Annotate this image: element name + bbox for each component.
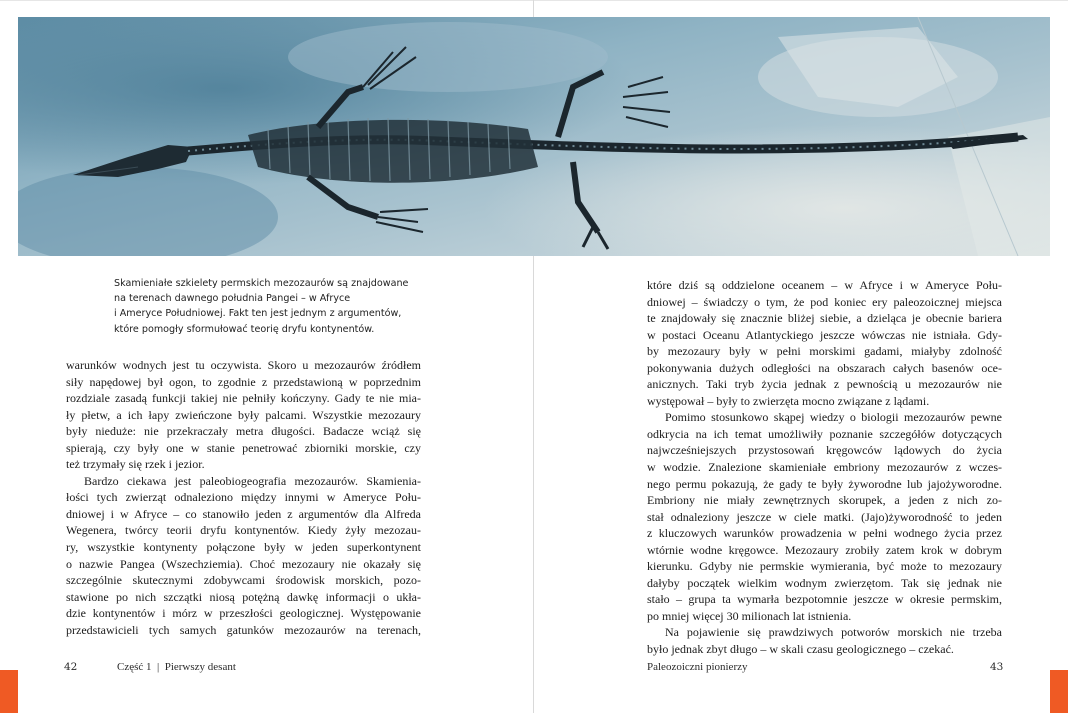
text-line: wtórnie wodne kręgowce. Mezozaury zrobiły zatem krok w dobrym	[647, 542, 1002, 557]
left-page-number: 42	[64, 661, 78, 673]
text-line: stał odnaleziony jeszcze w ciele matki. (Jajo)żyworodność to jeden	[647, 509, 1002, 524]
text-line: z kluczowych warunków prowadzenia w pełni wodnego życia przez	[647, 526, 1002, 541]
text-line: nego permu pokazują, że gady te były żyworodne lub jajożyworodne.	[647, 476, 1002, 491]
text-line: odkrycia na ich temat umożliwiły poznanie szczegółów dotyczących	[647, 426, 1002, 441]
text-line: w postaci Oceanu Atlantyckiego jeszcze wówczas nie istniała. Gdy-	[647, 327, 1002, 342]
right-page-body	[647, 277, 1002, 658]
chapter-tab-right	[1050, 670, 1068, 713]
text-line: dałyby początek wielkim wodnym zwierzętom. Tak się jednak nie	[647, 575, 1002, 590]
chapter-tab-left	[0, 670, 18, 713]
text-line: były nieduże: nie przekraczały metra długości. Badacze wciąż się	[66, 424, 421, 439]
caption-line: na terenach dawnego południa Pangei – w Afryce	[114, 293, 351, 305]
text-line: te znajdowały się znacznie bliżej siebie, a dzieląca je obecnie bariera	[647, 311, 1002, 326]
text-line: po mniej więcej 30 milionach lat istnienia.	[647, 608, 852, 623]
text-line: stało – grupa ta wymarła bezpotomnie jeszcze w okresie permskim,	[647, 592, 1002, 607]
text-line: stawione po nich szczątki niosą potężną dawkę informacji o ukła-	[66, 589, 421, 604]
text-line: rozdziale zasadą funkcji takiej nie pełniły kończyny. Gady te nie mia-	[66, 391, 421, 406]
text-line: przedstawicieli tych samych gatunków mezozaurów na terenach,	[66, 622, 421, 637]
photo-caption	[114, 276, 409, 337]
text-line: o nazwie Pangea (Wszechziemia). Choć mezozaury nie okazały się	[66, 556, 421, 571]
text-line: spierają, czy były one w stanie penetrować zbiorniki morskie, czy	[66, 440, 421, 455]
mesosaur-fossil-image	[18, 17, 1050, 256]
caption-line: i Ameryce Południowej. Fakt ten jest jednym z argumentów,	[114, 308, 402, 320]
text-line: dzie kontynentów i mórz w przeszłości geologicznej. Występowanie	[66, 606, 421, 621]
text-line: anicznych. Taki tryb życia jednak z pewnością u mezozaurów nie	[647, 377, 1002, 392]
text-line: które dziś są oddzielone oceanem – w Afryce i w Ameryce Połu-	[647, 278, 1002, 292]
text-line: w wodzie. Znalezione skamieniałe embriony mezozaurów z wczes-	[647, 460, 1002, 475]
caption-line: które pomogły sformułować teorię dryfu kontynentów.	[114, 323, 375, 335]
text-line: pokonywania dużych odległości na obszarach całych basenów oce-	[647, 360, 1002, 375]
text-line: Na pojawienie się prawdziwych potworów morskich nie trzeba	[665, 625, 1002, 640]
text-line: szczególnie skutecznymi zdobywcami środowisk morskich, pozo-	[66, 573, 421, 588]
text-line: Wegenera, twórcy teorii dryfu kontynentów. Kiedy żyły mezozau-	[66, 523, 421, 538]
text-line: ły płetw, a ich łapy zwieńczone były palcami. Wszystkie mezozaury	[66, 407, 421, 422]
text-line: dniowej – świadczy o tym, że pod koniec ery paleozoicznej miejsca	[647, 294, 1002, 309]
text-line: było jednak zbyt długo – w skali czasu geologicznego – czekać.	[647, 642, 954, 657]
text-line: też trzymały się rzek i jezior.	[66, 457, 205, 472]
text-line: łości tych zwierząt odnaleziono między innymi w Ameryce Połu-	[66, 490, 421, 505]
text-line: kierunku. Gdyby nie permskie wymierania, być może to mezozaury	[647, 559, 1002, 574]
text-line: występował – były to zwierzęta mocno związane z lądami.	[647, 393, 930, 408]
text-line: Pomimo stosunkowo skąpej wiedzy o biologii mezozaurów pewne	[665, 410, 1002, 425]
text-line: siły napędowej był ogon, to zgodnie z przedstawioną w poprzednim	[66, 374, 421, 389]
left-running-head: Część 1 | Pierwszy desant	[117, 661, 236, 673]
page-top-edge	[0, 0, 1068, 1]
caption-line: Skamieniałe szkielety permskich mezozaurów są znajdowane	[114, 278, 409, 289]
right-running-head: Paleozoiczni pionierzy	[647, 661, 748, 673]
text-line: ry, wszystkie kontynenty połączone były w jeden superkontynent	[66, 540, 421, 555]
text-line: by mezozaury były w pełni morskimi gadami, miałyby zdolność	[647, 344, 1002, 359]
left-page-body	[66, 357, 421, 638]
text-line: dniowej i w Afryce – co stanowiło jeden z argumentów dla Alfreda	[66, 506, 421, 521]
text-line: Embriony nie miały zewnętrznych skorupek, a jeden z nich zo-	[647, 493, 1002, 508]
text-line: Bardzo ciekawa jest paleobiogeografia mezozaurów. Skamienia-	[84, 473, 421, 488]
text-line: warunków wodnych jest tu oczywista. Skoro u mezozaurów źródłem	[66, 358, 421, 372]
text-line: najwcześniejszych przystosowań kręgowców lądowych do życia	[647, 443, 1002, 458]
right-page-number: 43	[990, 661, 1004, 673]
